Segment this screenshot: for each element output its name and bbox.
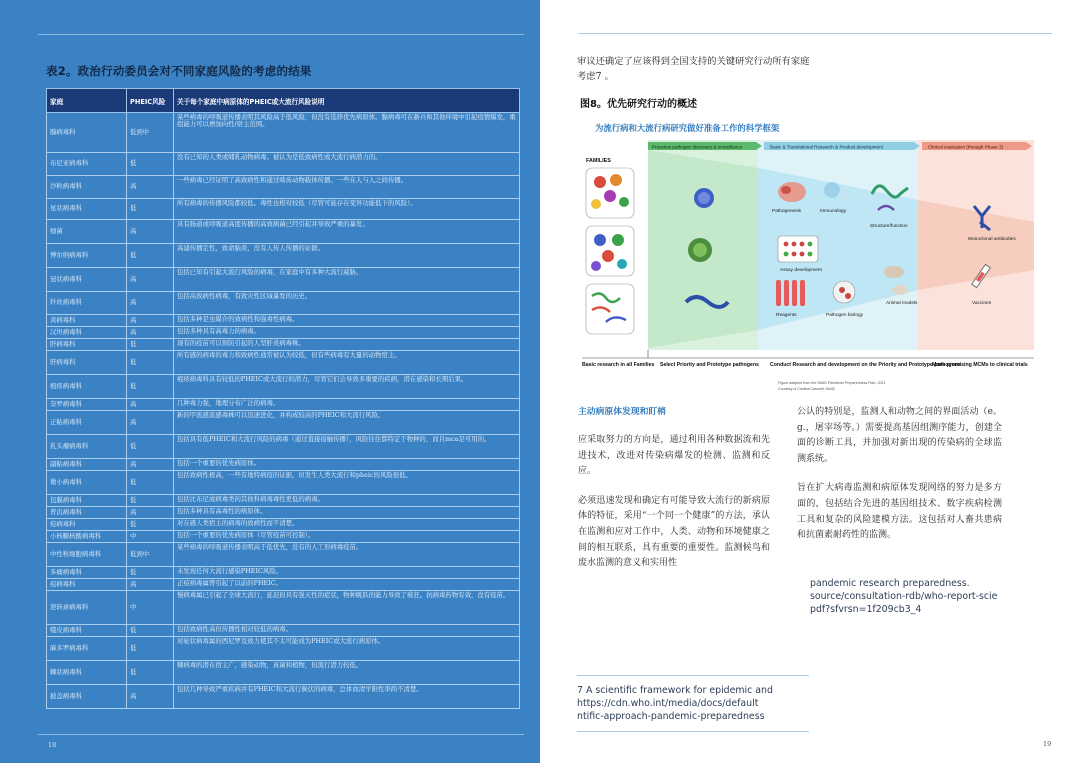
risk-cell: 低 [127, 625, 174, 637]
risk-cell: 高 [127, 176, 174, 199]
table-row [47, 435, 520, 459]
table-row [47, 507, 520, 519]
selected-pathogen-2 [688, 238, 712, 262]
family-cell: 包膜病毒科 [47, 495, 127, 507]
risk-cell: 低 [127, 435, 174, 459]
description-cell: 没有已知的人类或哺乳动物病毒。被认为是低致病性或大流行病潜力的。 [174, 153, 520, 176]
table-row [47, 220, 520, 244]
page-number: 19 [1043, 740, 1052, 748]
immunology-label: Immunology [820, 209, 847, 214]
family-cell: 细菌 [47, 220, 127, 244]
family-cell: 冠状病毒科 [47, 268, 127, 292]
table-row [47, 351, 520, 375]
risk-cell: 高 [127, 220, 174, 244]
family-cell: 微小病毒科 [47, 471, 127, 495]
risk-cell: 中 [127, 591, 174, 625]
footnote-link-line[interactable]: https://cdn.who.int/media/docs/default [577, 698, 759, 709]
bottom-label-1: Basic research in all Families [582, 362, 655, 368]
risk-cell: 低 [127, 661, 174, 685]
family-cell: 多瘤病毒科 [47, 567, 127, 579]
description-cell: 包括高致病性病毒，有致灾性区域暴发的历史。 [174, 292, 520, 315]
description-cell: 疱疹病毒科具有较低的PHEIC或大流行的潜力，尽管它们会导致多重要的疾病，潜在感染和长期后果。 [174, 375, 520, 399]
risk-cell: 高 [127, 268, 174, 292]
description-cell: 包括多种具有高毒力的病毒。 [174, 327, 520, 339]
table-row [47, 327, 520, 339]
description-cell: 包括致病性高但传播性相对较低的病毒。 [174, 625, 520, 637]
risk-cell: 高 [127, 459, 174, 471]
table-row [47, 625, 520, 637]
pathogen-biology-label: Pathogen biology [826, 313, 864, 318]
top-rule [578, 33, 1052, 34]
table-title: 表2。政治行动委员会对不同家庭风险的考虑的结果 [46, 64, 312, 78]
footnote-url-block [810, 577, 1072, 616]
figure-credit-1: Figure adapted from the NIAID Pandemic Preparedness Plan, 2021 [778, 381, 886, 385]
risk-cell: 低 [127, 351, 174, 375]
family-cell: 腺病毒科 [47, 113, 127, 153]
footnote-7 [577, 684, 811, 723]
footnote-rule [577, 731, 809, 732]
risk-cell: 低 [127, 471, 174, 495]
figure-credit-2: Courtesy of Cristina Cassetti, NIAID [778, 387, 836, 391]
figure-title: 图8。优先研究行动的概述 [580, 99, 697, 110]
table-header-row [47, 89, 520, 113]
description-cell: 棘病毒的潜在宿主广，感染动物，真菌和植物，但流行潜力较低。 [174, 661, 520, 685]
text-column-right [797, 405, 1002, 544]
table-row [47, 637, 520, 661]
description-cell: 慢病毒属已引起了全球大流行，延迟但具有强灭性的症状，物种跳跃的能力导致了疯狂。抗病毒药物有效，没有疫苗。 [174, 591, 520, 625]
description-cell: 包括多种是虫媒介的致病性和强毒性病毒。 [174, 315, 520, 327]
body-paragraph: 公认的特别是，监测人和动物之间的界面活动（e。g.，屠宰场等。）需要提高基因组测序能力，创建全面的诊断工具，并加强对新出现的传染病的全球监测系统。 [797, 407, 1002, 464]
family-cell: 汉坦病毒科 [47, 327, 127, 339]
footnote-url-line[interactable]: source/consultation-rdb/who-report-scie [810, 591, 998, 602]
description-cell: 包括多种具有高毒性的病原体。 [174, 507, 520, 519]
risk-cell: 高 [127, 327, 174, 339]
risk-cell: 低 [127, 637, 174, 661]
family-cell: 棘状病毒科 [47, 661, 127, 685]
selected-pathogen-1 [694, 188, 714, 208]
section-heading: 主动病原体发现和盯梢 [578, 407, 666, 417]
table-row [47, 244, 520, 268]
figure-subtitle: 为流行病和大流行病研究做好准备工作的科学框架 [595, 123, 780, 133]
risk-cell: 低 [127, 567, 174, 579]
risk-cell: 高 [127, 579, 174, 591]
pathogenesis-label: Pathogenesis [772, 209, 802, 214]
table-row [47, 661, 520, 685]
family-cell: 小核糖核酸病毒科 [47, 531, 127, 543]
family-cell: 沙粒病毒科 [47, 176, 127, 199]
table-row [47, 268, 520, 292]
pathogen-biology-icon [833, 281, 855, 303]
risk-table-body [47, 113, 520, 709]
description-cell: 包括一个重要的优先病原体。 [174, 459, 520, 471]
description-cell: 包括已知有引起大流行风险的病毒，在家庭中有多种大流行威胁。 [174, 268, 520, 292]
family-cell: 普沉病毒科 [47, 507, 127, 519]
intro-paragraph: 审议还确定了应该得到全国支持的关键研究行动所有家庭考虑7 。 [577, 56, 810, 82]
family-cell: 布尼亚病毒科 [47, 153, 127, 176]
stage1-label: Proactive pathogen discovery & surveillance [652, 144, 743, 150]
monoclonal-antibodies-label: Monoclonal antibodies [968, 237, 1016, 242]
family-cell: 痘病毒科 [47, 579, 127, 591]
table-row [47, 591, 520, 625]
top-rule [38, 34, 524, 35]
family-cell: 披盖病毒科 [47, 685, 127, 709]
risk-cell: 高 [127, 411, 174, 435]
table-row [47, 339, 520, 351]
families-label: FAMILIES [586, 158, 611, 164]
family-cell: 疱疹病毒科 [47, 375, 127, 399]
text-column-left [578, 405, 770, 572]
description-cell: 正痘病毒属曾引起了以前的PHEIC。 [174, 579, 520, 591]
description-cell: 现有的疫苗可以预防引起的人型肝炎病毒株。 [174, 339, 520, 351]
description-cell: 对在感人类宿主的病毒的致病性而不清楚。 [174, 519, 520, 531]
right-page [540, 0, 1080, 763]
structure-function-label: Structure/function [870, 224, 908, 229]
table-row [47, 153, 520, 176]
reagents-label: Reagents [776, 313, 797, 318]
risk-cell: 低到中 [127, 543, 174, 567]
column-header-risk: PHEIC风险 [127, 89, 174, 113]
bottom-rule [38, 734, 524, 735]
bottom-label-4: Move promising MCMs to clinical trials [932, 362, 1028, 368]
risk-cell: 低 [127, 519, 174, 531]
description-cell: 未发现任何大流行感染PHEIC风险。 [174, 567, 520, 579]
family-cell: 中性粒细胞病毒科 [47, 543, 127, 567]
footnote-link-line[interactable]: ntific-approach-pandemic-preparedness [577, 711, 765, 722]
table-row [47, 315, 520, 327]
column-header-family: 家庭 [47, 89, 127, 113]
stage3-label: Clinical evaluation (through Phase 3) [928, 144, 1004, 150]
family-cell: 逆转录病毒科 [47, 591, 127, 625]
risk-cell: 高 [127, 507, 174, 519]
family-cell: 肝病毒科 [47, 339, 127, 351]
risk-cell: 高 [127, 315, 174, 327]
table-row [47, 399, 520, 411]
family-box-1 [586, 168, 634, 218]
family-box-3 [586, 284, 634, 334]
column-header-description: 关于每个家庭中病原体的PHEIC或大流行风险说明 [174, 89, 520, 113]
risk-cell: 低到中 [127, 113, 174, 153]
family-cell: 痘病毒科 [47, 519, 127, 531]
risk-table [46, 88, 520, 709]
framework-diagram [582, 140, 1034, 402]
family-cell: 噬皮病毒科 [47, 625, 127, 637]
family-cell: 麻多罗病毒科 [47, 637, 127, 661]
description-cell: 几种毒力强，地理分布广泛的病毒。 [174, 399, 520, 411]
assay-icon [778, 236, 818, 262]
vaccines-label: Vaccines [972, 301, 992, 306]
description-cell: 新的甲流感流感毒株可以迅速进化，并构成较高的PHEIC和大流行风险。 [174, 411, 520, 435]
animal-models-label: Animal models [886, 301, 918, 306]
table-row [47, 199, 520, 220]
table-row [47, 176, 520, 199]
description-cell: 包括具有低PHEIC和大流行风险的病毒（通过直接接触传播），风险往往都特定于物种的，而且mca是可用的。 [174, 435, 520, 459]
family-box-2 [586, 226, 634, 276]
body-paragraph: 应采取努力的方向是，通过利用各种数据流和先进技术，改进对传染病爆发的检测、监测和反应。 [578, 435, 770, 477]
risk-cell: 低 [127, 199, 174, 220]
risk-cell: 高 [127, 292, 174, 315]
risk-cell: 低 [127, 339, 174, 351]
family-cell: 正粘病毒科 [47, 411, 127, 435]
table-row [47, 375, 520, 399]
description-cell: 具有肠道或呼吸道高度传播的高致病菌已经引起并导致严重的暴发。 [174, 220, 520, 244]
family-cell: 肝病毒科 [47, 351, 127, 375]
table-row [47, 411, 520, 435]
assay-development-label: Assay development [780, 268, 822, 273]
description-cell: 某些病毒的呼吸道传播表明其风险高于低风险，但没有选择优先病原体。腺病毒可在新兵和其他环境中引起疫情爆发，重组能力可以增加向性/宿主范围。 [174, 113, 520, 153]
page-number: 18 [48, 741, 57, 749]
description-cell: 某些病毒的呼吸道传播表明高于低优先，没有的人工形病毒疫苗。 [174, 543, 520, 567]
family-cell: 博尔纳病毒科 [47, 244, 127, 268]
table-row [47, 567, 520, 579]
footnote-url-line[interactable]: pandemic research preparedness. [810, 578, 970, 589]
risk-cell: 低 [127, 153, 174, 176]
family-cell: 副粘病毒科 [47, 459, 127, 471]
risk-cell: 高 [127, 399, 174, 411]
footnote-line: 7 A scientific framework for epidemic and [577, 685, 773, 696]
description-cell: 包括一个重要的优先病原体（尽管疫苗可控制）。 [174, 531, 520, 543]
description-cell: 所有病毒的传播风险都较低。毒性也相对较低（尽管可能存在变异功能低下的风险）。 [174, 199, 520, 220]
table-row [47, 471, 520, 495]
pathogenesis-icon [778, 182, 806, 202]
table-row [47, 519, 520, 531]
table-row [47, 579, 520, 591]
table-row [47, 459, 520, 471]
family-cell: 奈罗病毒科 [47, 399, 127, 411]
risk-cell: 低 [127, 495, 174, 507]
risk-cell: 中 [127, 531, 174, 543]
table-row [47, 685, 520, 709]
body-paragraph: 旨在扩大病毒监测和病原体发现网络的努力是多方面的，包括结合先进的基因组技术、数字疾病检测工具和复杂的风险建模方法。这包括对人畜共患病和抗菌素耐药性的监测。 [797, 483, 1002, 541]
risk-cell: 低 [127, 375, 174, 399]
description-cell: 对轮状病毒属的西尼罗及致力使其不太可能成为PHEIC或大流行病原体。 [174, 637, 520, 661]
footnote-rule [577, 675, 809, 676]
family-cell: 黄病毒科 [47, 315, 127, 327]
bottom-label-3: Conduct Research and development on the Priority and Prototype pathogens [770, 362, 961, 368]
family-cell: 纤丝病毒科 [47, 292, 127, 315]
risk-cell: 低 [127, 244, 174, 268]
table-row [47, 292, 520, 315]
description-cell: 高建传播定性，致命脑炎，没有人传人传播的证据。 [174, 244, 520, 268]
risk-cell: 高 [127, 685, 174, 709]
table-row [47, 113, 520, 153]
table-row [47, 495, 520, 507]
family-cell: 星状病毒科 [47, 199, 127, 220]
footnote-url-line[interactable]: pdf?sfvrsn=1f209cb3_4 [810, 604, 922, 615]
body-paragraph: 必须迅速发现和确定有可能导致大流行的新病原体的特征，采用“一个同一个健康”的方法，承认在监测和应对工作中，人类、动物和环境健康之间的相互联系，具有重要的重要性。监测候鸟和废水监测的意义和实用性 [578, 495, 770, 569]
description-cell: 包括几种导致严重疾病并有PHEIC和大流行倒伏的病毒，总体血清学阳性率尚不清楚。 [174, 685, 520, 709]
description-cell: 一些病毒已经证明了高致病性和通过啮齿动物载体传播。一些在人与人之间传播。 [174, 176, 520, 199]
bottom-label-2: Select Priority and Prototype pathogens [660, 362, 759, 368]
table-row [47, 531, 520, 543]
description-cell: 所有感的病毒的毒力和致病性通常被认为较低，但有些病毒有大量的动物宿主。 [174, 351, 520, 375]
family-cell: 乳头瘤病毒科 [47, 435, 127, 459]
table-row [47, 543, 520, 567]
stage2-label: Basic & Translational Research & Product development [770, 144, 883, 150]
description-cell: 包括比布尼或病毒类的其他科病毒毒性更低的病毒。 [174, 495, 520, 507]
description-cell: 包括致病性极高，一些有地特病疫的证据，但发生人类大流行和pheic的风险很低。 [174, 471, 520, 495]
